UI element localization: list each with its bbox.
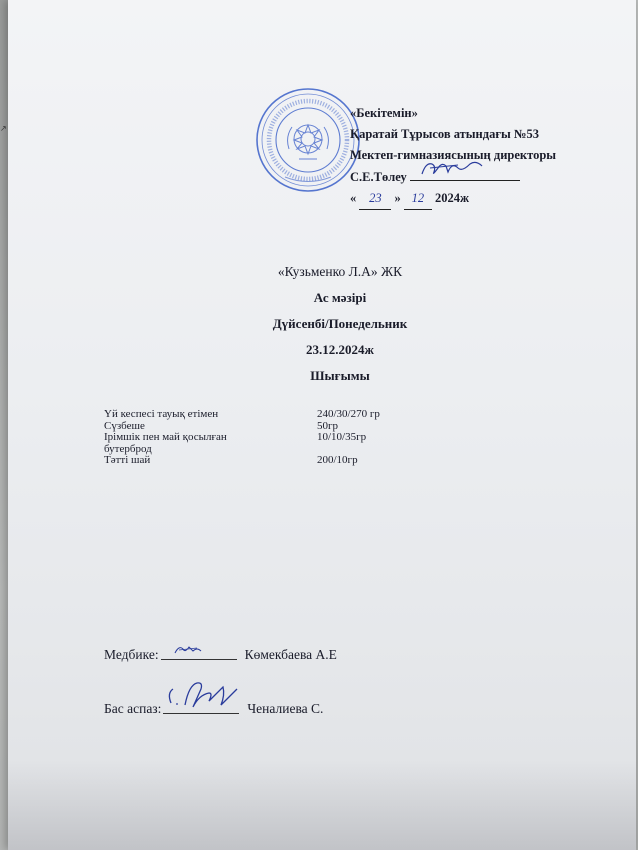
menu-date: 23.12.2024ж bbox=[306, 342, 374, 357]
approval-title: «Бекітемін» bbox=[350, 106, 418, 120]
director-title: Мектеп-гимназиясының директоры bbox=[350, 148, 557, 162]
nurse-label: Медбике: bbox=[104, 647, 159, 662]
dish-quantity: 240/30/270 гр bbox=[317, 408, 380, 420]
menu-list bbox=[104, 409, 417, 467]
approval-block bbox=[350, 103, 556, 210]
edge-mark: ↗ bbox=[0, 124, 7, 133]
director-signature-field bbox=[410, 166, 520, 181]
approval-year: 2024ж bbox=[435, 191, 470, 205]
approval-date bbox=[350, 188, 556, 210]
cook-signature-row bbox=[104, 697, 323, 717]
dish-quantity: 10/10/35гр bbox=[317, 431, 367, 443]
dish-name: Тәтті шай bbox=[104, 454, 151, 466]
list-item bbox=[104, 455, 417, 467]
list-item bbox=[104, 409, 417, 421]
official-seal-icon bbox=[255, 87, 361, 193]
director-signature-icon bbox=[418, 158, 488, 180]
dish-name: Сүзбеше bbox=[104, 419, 145, 432]
dish-quantity: 200/10гр bbox=[317, 454, 358, 466]
dish-quantity: 50гр bbox=[317, 419, 339, 432]
director-name: С.Е.Төлеу bbox=[350, 170, 407, 184]
date-close-quote: » bbox=[394, 191, 401, 205]
menu-title: Ас мәзірі bbox=[313, 290, 367, 305]
school-name: Қаратай Тұрысов атындағы №53 bbox=[350, 127, 539, 141]
dish-name: Ірімшік пен май қосылған бутерброд bbox=[104, 431, 227, 455]
approval-day: 23 bbox=[359, 188, 391, 210]
nurse-signature-field bbox=[161, 643, 237, 660]
company-name: «Кузьменко Л.А» ЖК bbox=[277, 264, 403, 279]
nurse-name: Көмекбаева А.Е bbox=[244, 647, 337, 662]
menu-day: Дүйсенбі/Понедельник bbox=[272, 316, 408, 331]
cook-name: Ченалиева С. bbox=[247, 701, 324, 716]
output-heading: Шығымы bbox=[310, 368, 370, 383]
dish-name: Үй кеспесі тауық етімен bbox=[104, 408, 219, 420]
nurse-signature-row bbox=[104, 643, 337, 663]
approval-month: 12 bbox=[404, 188, 432, 210]
list-item bbox=[104, 432, 417, 455]
cook-label: Бас аспаз: bbox=[104, 701, 162, 716]
nurse-signature-icon bbox=[161, 641, 231, 659]
cook-signature-icon bbox=[163, 679, 243, 713]
director-signature-line bbox=[350, 166, 556, 188]
date-open-quote: « bbox=[350, 191, 357, 205]
cook-signature-field bbox=[163, 697, 239, 714]
